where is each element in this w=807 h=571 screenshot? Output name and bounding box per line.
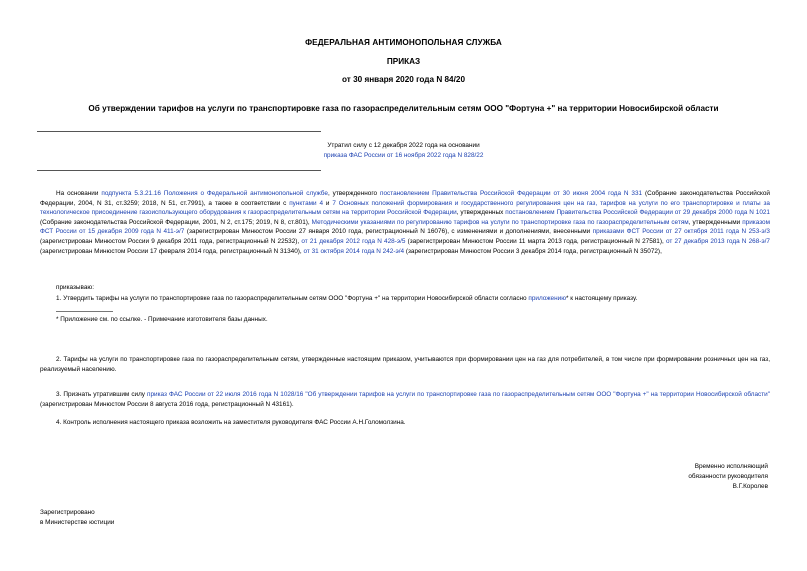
basis-link-fst-411[interactable]: приказом ФСТ России от 15 декабря 2009 года N 411-э/7 [40,218,770,236]
basis-link-242[interactable]: от 31 октября 2014 года N 242-э/4 [303,247,405,255]
basis-link-punkt-4[interactable]: пунктами 4 [289,199,324,207]
order-item-1 [56,294,770,304]
basis-paragraph [40,189,770,256]
agency-name: ФЕДЕРАЛЬНАЯ АНТИМОНОПОЛЬНАЯ СЛУЖБА [305,38,502,47]
document-title: Об утверждении тарифов на услуги по транспортировке газа по газораспределительным сетям ООО "Фортуна +" на территории Новосибирской области [88,104,719,113]
basis-link-postanovlenie-331[interactable]: постановлением Правительства Российской Федерации от 30 июня 2004 года N 331 [380,190,643,197]
registration-note [40,508,114,528]
basis-text: (Собрание законодательства Российской Федерации, 2001, N 2, ст.175; 2019, N 8, ст.801), [40,218,312,226]
expired-notice-text: Утратил силу с 12 декабря 2022 года на основании [327,142,480,149]
basis-link-polozhenie[interactable]: подпункта 5.3.21.16 Положения о Федеральной антимонопольной службе [101,190,328,197]
order-item-3 [40,390,770,409]
orders-label: приказываю: [56,284,94,291]
footnote-divider [56,311,113,312]
basis-text: , утвержденных [456,209,506,217]
order-item-1-suffix: * к настоящему приказу. [566,295,638,302]
repealed-order-link[interactable]: приказ ФАС России от 22 июля 2016 года N 1028/16 "Об утверждении тарифов на услуги по транспортировке газа по газораспределительным сетям ООО "Фортуна +" на территории Новосибирской области" [147,391,770,398]
document-type: ПРИКАЗ [386,57,421,66]
registration-line-2: в Министерстве юстиции [40,518,115,526]
basis-link-fst-253[interactable]: приказами ФСТ России от 27 октября 2011 года N 253-э/3 [592,228,770,236]
document-date: от 30 января 2020 года N 84/20 [342,75,465,84]
order-item-3-text: 3. Признать утратившим силу [56,391,148,398]
basis-link-postanovlenie-1021[interactable]: постановлением Правительства Российской Федерации от 29 декабря 2000 года N 1021 [505,209,770,217]
basis-text: (зарегистрирован Минюстом России 27 января 2010 года, регистрационный N 16076), с изменениями и дополнениями, внесенными [184,228,593,236]
signature-name: В.Г.Королев [732,482,768,490]
signature-position-2: обязанности руководителя [688,472,768,480]
appendix-link[interactable]: приложению [528,295,566,302]
divider-bottom [37,170,321,171]
registration-line-1: Зарегистрировано [40,509,95,516]
basis-text: (зарегистрирован Минюстом России 9 декабря 2011 года, регистрационный N 22532), [40,238,302,246]
order-item-4: 4. Контроль исполнения настоящего приказа возложить на заместителя руководителя ФАС России А.Н.Голомолзина. [56,419,406,426]
divider-top [37,131,321,132]
basis-link-428[interactable]: от 21 декабря 2012 года N 428-э/5 [301,238,406,246]
expired-notice [0,141,807,162]
basis-text: , утвержденными [688,218,743,226]
order-item-2: 2. Тарифы на услуги по транспортировке газа по газораспределительным сетям, утвержденные настоящим приказом, учитываются при формировании цен на газ для потребителей, в том числе при формировании розничных цен на газ, реализуемый населению. [40,356,770,373]
basis-link-268[interactable]: от 27 декабря 2013 года N 268-э/7 [665,238,770,246]
basis-link-metodicheskie[interactable]: Методическими указаниями по регулированию тарифов на услуги по транспортировке газа по газораспределительным сетям [311,218,689,226]
basis-text: (зарегистрирован Минюстом России 3 декабря 2014 года, регистрационный N 35072), [404,247,662,255]
basis-text: (Собрание законодательства Российской Федерации, 2004, N 31, ст.3259; 2018, N 51, ст.7991), а также в соответствии с [40,190,771,207]
signature-block [688,462,768,492]
basis-text: (зарегистрирован Минюстом России 17 февраля 2014 года, регистрационный N 31340), [40,247,304,255]
footnote: * Приложение см. по ссылке. - Примечание изготовителя базы данных. [56,316,268,323]
basis-text: и [323,199,333,207]
basis-link-osnovnye-polozheniya[interactable]: 7 Основных положений формирования и государственного регулирования цен на газ, тарифов на услуги по его транспортировке и платы за технологическое присоединение газоиспользующего оборудования к газораспределительным сетям на территории Российской Федерации [40,199,770,217]
signature-position-1: Временно исполняющий [694,463,768,470]
expired-basis-link[interactable]: приказа ФАС России от 16 ноября 2022 года N 828/22 [323,152,484,160]
basis-text: (зарегистрирован Минюстом России 11 марта 2013 года, регистрационный N 27581), [405,238,666,246]
order-item-1-text: 1. Утвердить тарифы на услуги по транспортировке газа по газораспределительным сетям ООО "Фортуна +" на территории Новосибирской области согласно [56,295,529,302]
order-item-3-suffix: (зарегистрирован Минюстом России 8 августа 2016 года, регистрационный N 43161). [40,400,294,408]
basis-text: На основании [56,190,102,197]
basis-text: , утвержденного [327,190,380,197]
